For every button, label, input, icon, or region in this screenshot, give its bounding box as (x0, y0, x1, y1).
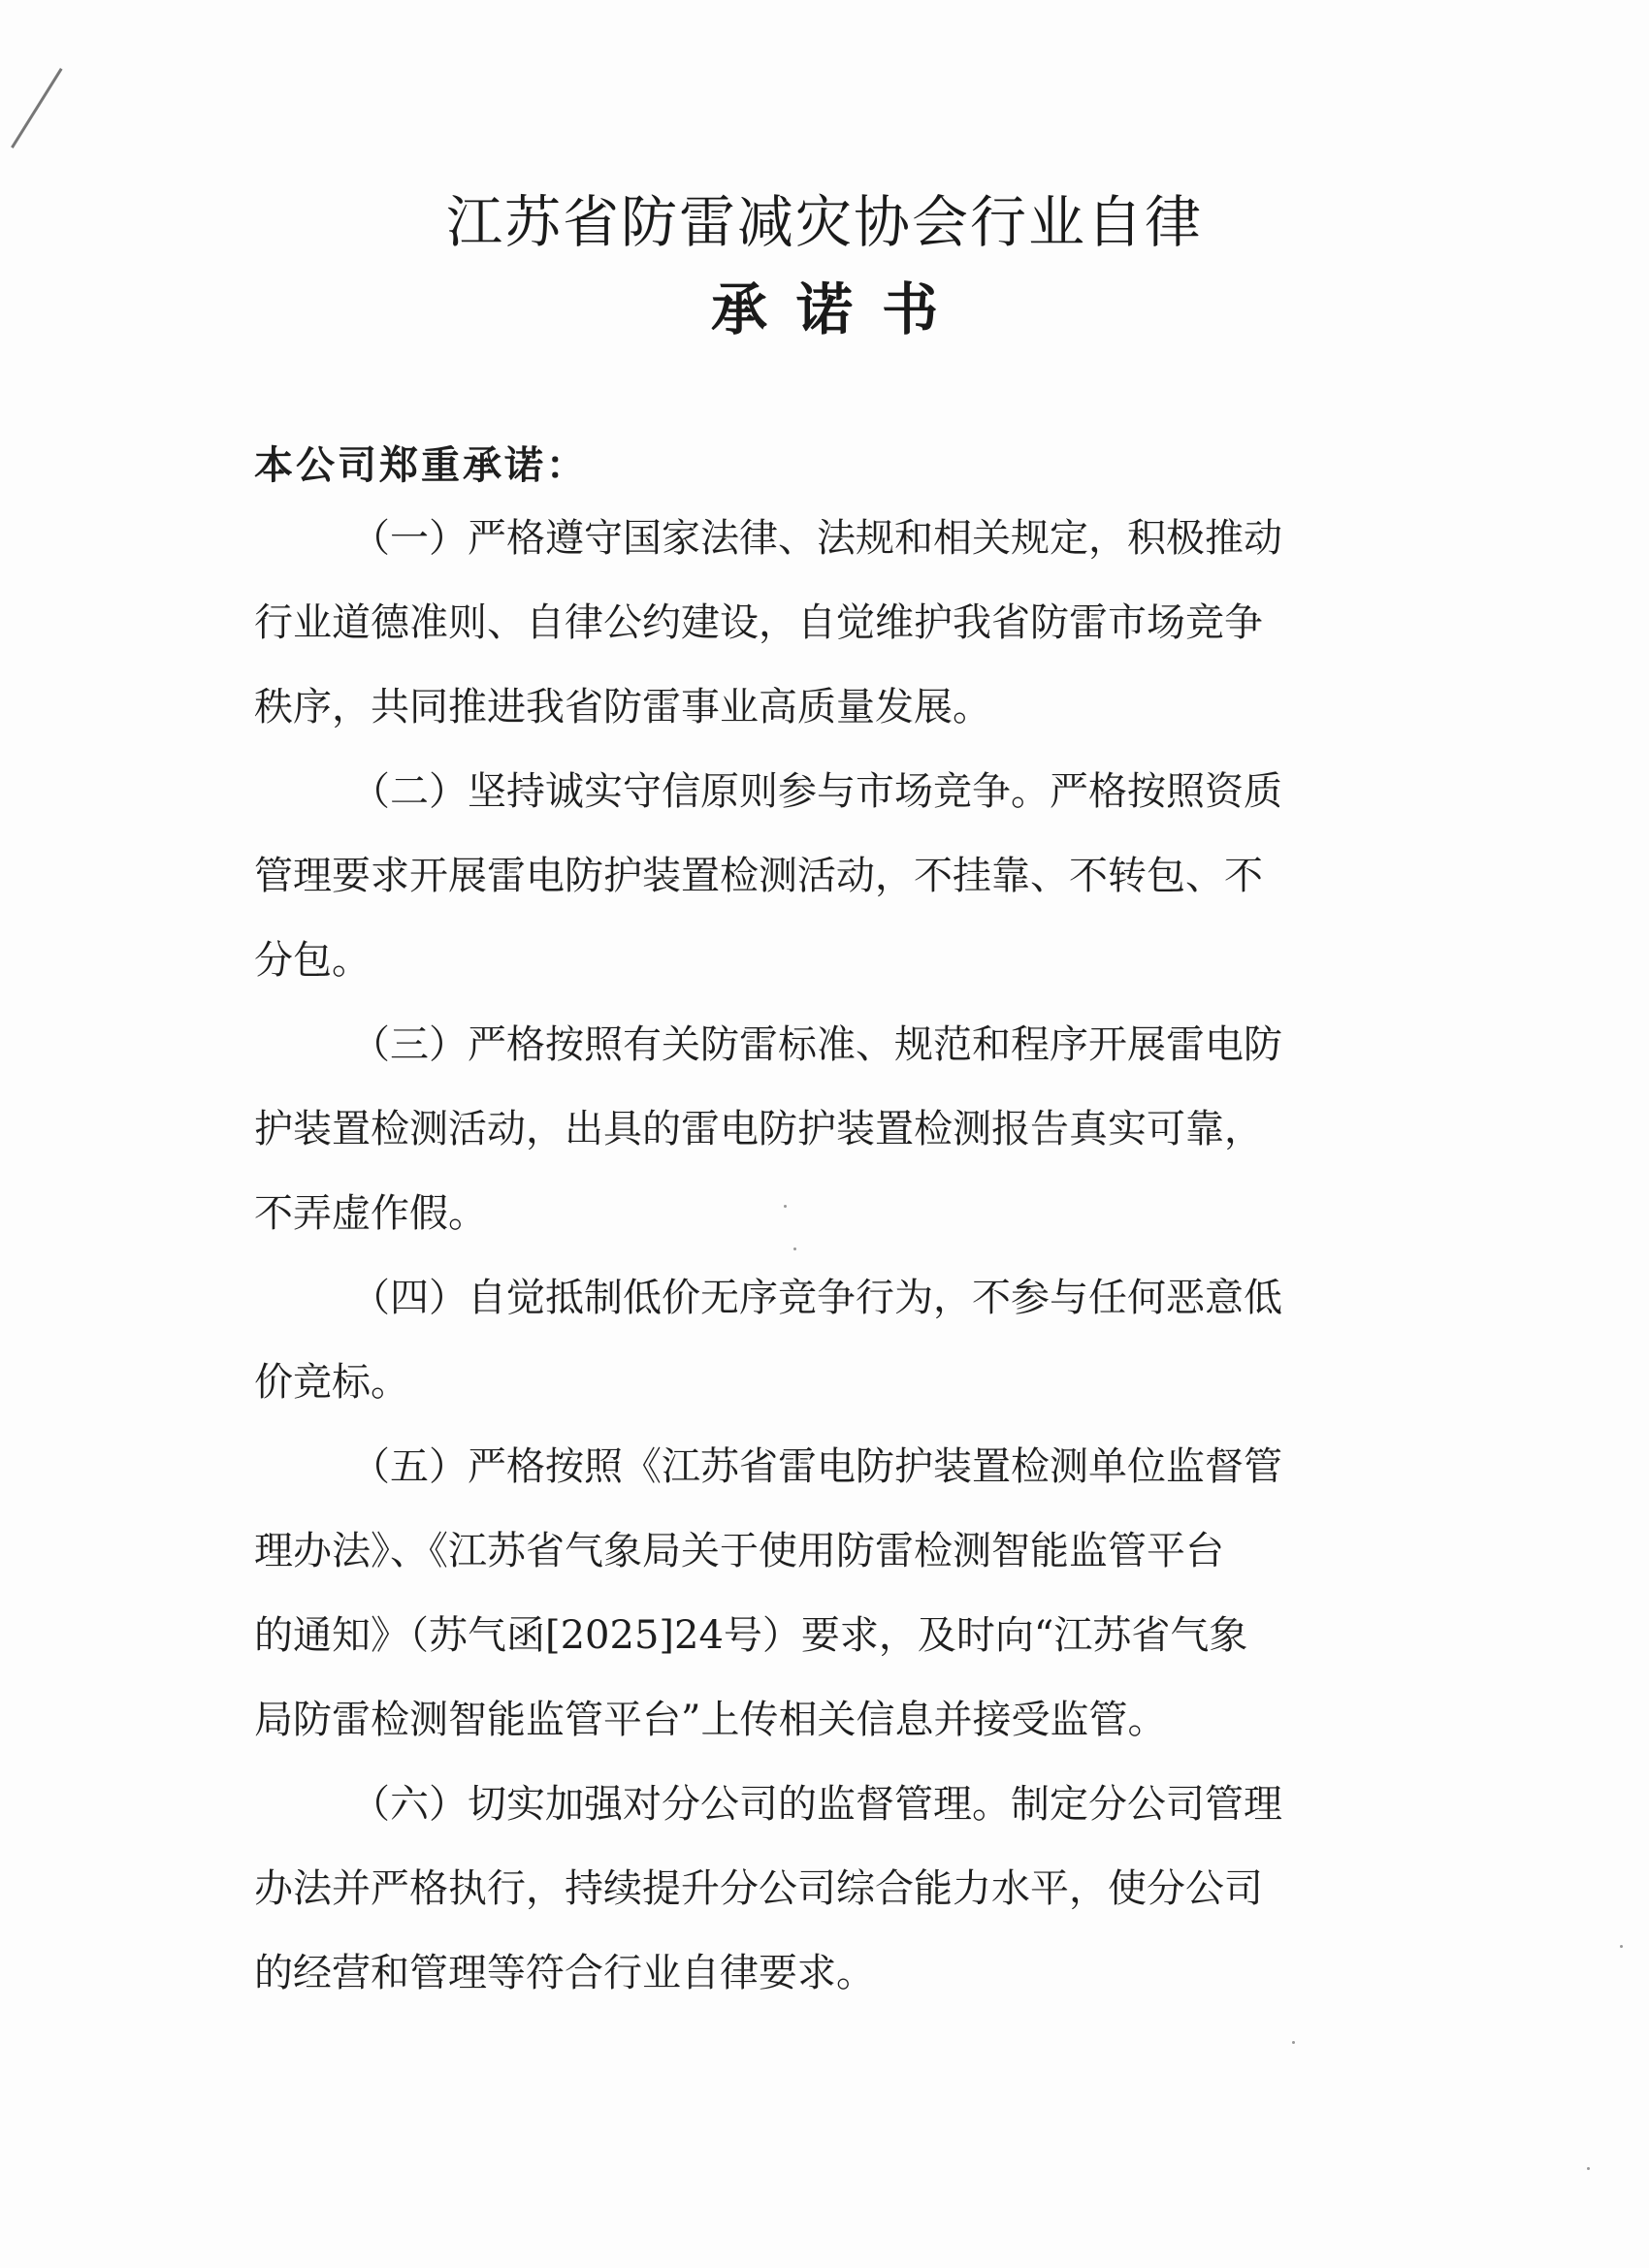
paragraph-line: （三）严格按照有关防雷标准、规范和程序开展雷电防 (351, 1022, 1282, 1067)
paragraph-line: 不弄虚作假。 (254, 1191, 487, 1236)
paragraph-line: 的经营和管理等符合行业自律要求。 (254, 1951, 875, 1995)
paragraph-line: 护装置检测活动，出具的雷电防护装置检测报告真实可靠， (254, 1107, 1263, 1151)
paragraph-line: 办法并严格执行，持续提升分公司综合能力水平，使分公司 (254, 1866, 1263, 1911)
scan-speck (1587, 2167, 1590, 2170)
paragraph-line: （一）严格遵守国家法律、法规和相关规定，积极推动 (351, 516, 1282, 561)
paragraph-line: （五）严格按照《江苏省雷电防护装置检测单位监督管 (351, 1444, 1282, 1489)
paragraph-line: 管理要求开展雷电防护装置检测活动，不挂靠、不转包、不 (254, 854, 1263, 898)
scan-speck (1620, 1945, 1623, 1948)
paragraph-line: （二）坚持诚实守信原则参与市场竞争。严格按照资质 (351, 769, 1282, 814)
document-title: 江苏省防雷减灾协会行业自律 (445, 189, 1203, 255)
paragraph-line: 价竞标。 (254, 1360, 409, 1405)
paragraph-line: （四）自觉抵制低价无序竞争行为，不参与任何恶意低 (351, 1276, 1282, 1320)
paragraph-line: 局防雷检测智能监管平台”上传相关信息并接受监管。 (254, 1698, 1167, 1742)
paragraph-2 (254, 750, 1282, 1003)
paragraph-1 (254, 497, 1282, 750)
paragraph-6 (254, 1763, 1282, 2016)
pen-stroke-mark (11, 68, 62, 148)
paragraph-line: 理办法》、《江苏省气象局关于使用防雷检测智能监管平台 (254, 1529, 1224, 1573)
paragraph-4 (254, 1256, 1282, 1425)
paragraph-3 (254, 1003, 1282, 1256)
paragraph-line: 秩序，共同推进我省防雷事业高质量发展。 (254, 685, 991, 729)
document-subtitle: 承诺书 (710, 276, 967, 342)
paragraph-5 (254, 1425, 1282, 1763)
scan-speck (1292, 2041, 1295, 2044)
paragraph-line: 分包。 (254, 938, 371, 983)
paragraph-line: （六）切实加强对分公司的监督管理。制定分公司管理 (351, 1782, 1282, 1827)
paragraph-line: 行业道德准则、自律公约建设，自觉维护我省防雷市场竞争 (254, 600, 1263, 645)
paragraph-line: 的通知》（苏气函[2025]24号）要求，及时向“江苏省气象 (254, 1613, 1248, 1658)
intro-line: 本公司郑重承诺： (254, 443, 588, 488)
